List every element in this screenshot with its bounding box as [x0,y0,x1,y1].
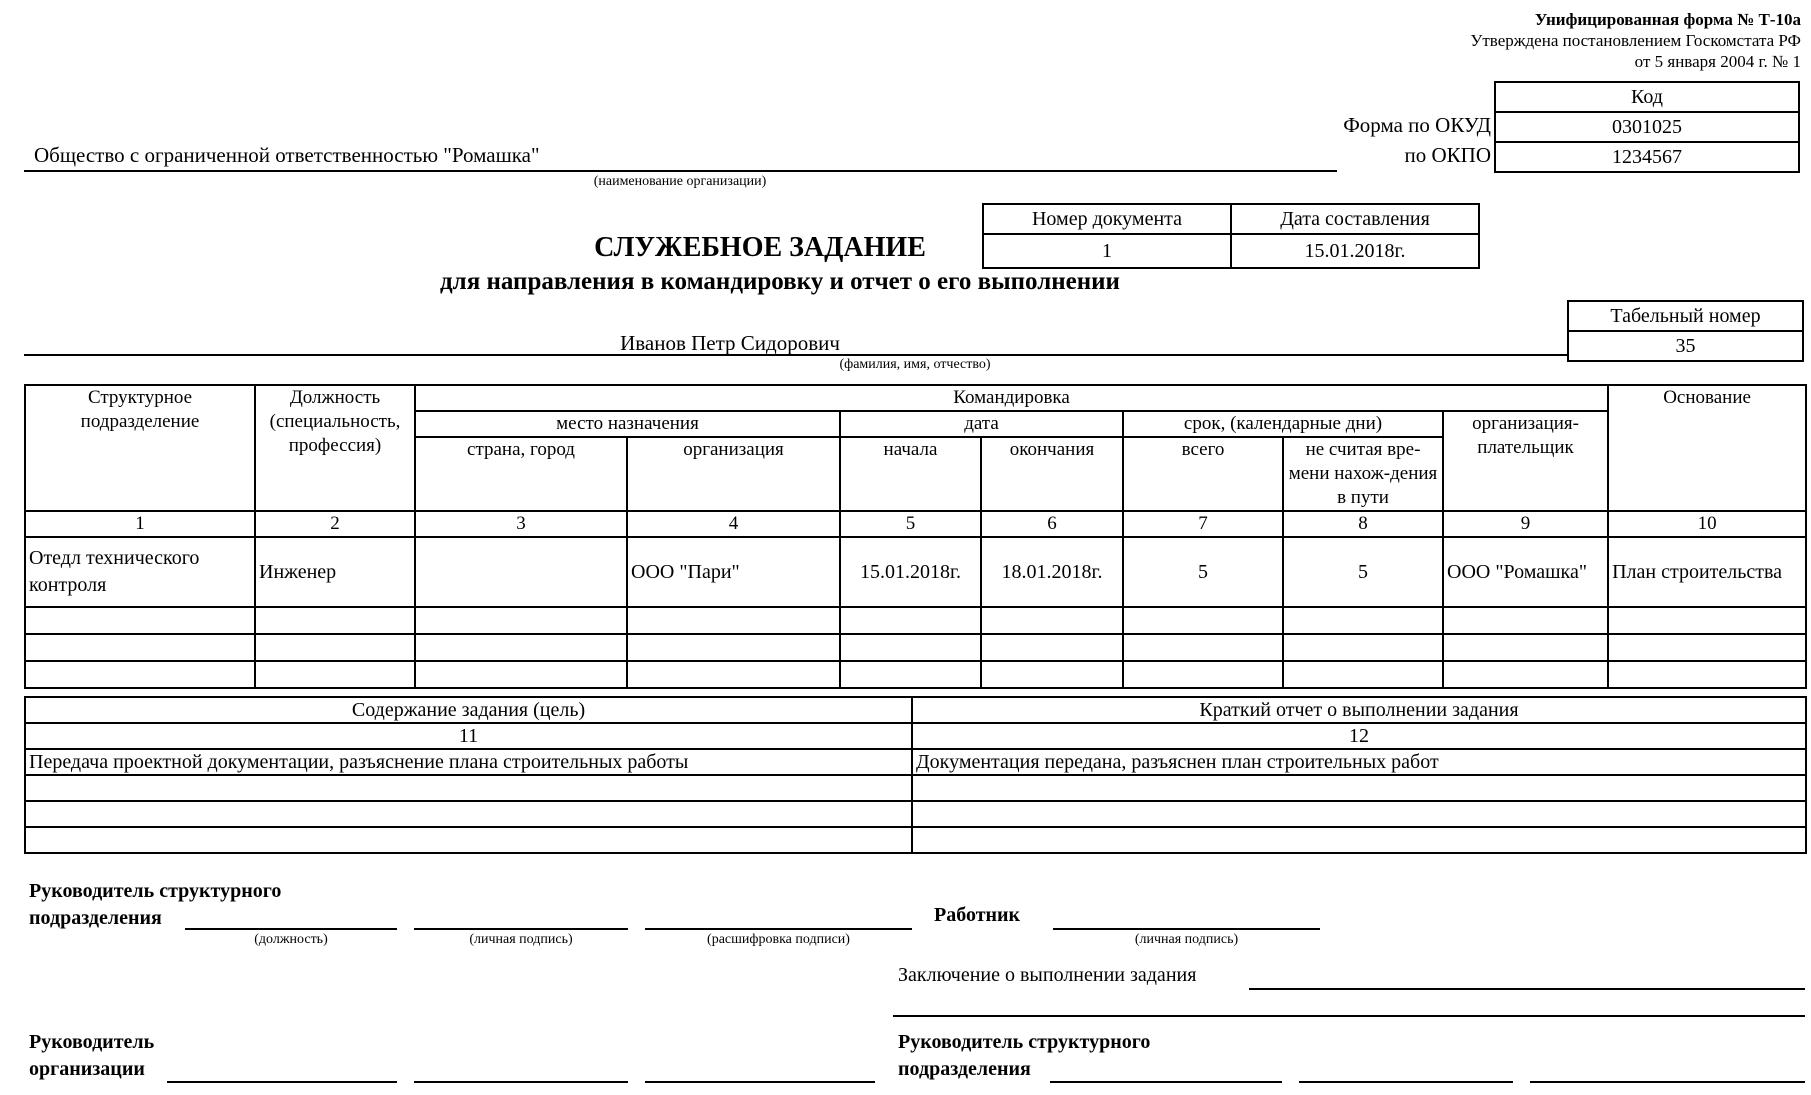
signature-line[interactable] [414,928,628,930]
table-row [25,827,1806,853]
okpo-value: 1234567 [1495,142,1799,172]
doc-date-value: 15.01.2018г. [1231,234,1479,268]
decode-line[interactable] [645,928,912,930]
table-row [25,537,1806,607]
head-org-line-1: Руководитель [29,1031,155,1053]
head-unit2-position-line[interactable] [1050,1081,1282,1083]
approved-line-1: Утверждена постановлением Госкомстата РФ [1470,31,1801,50]
col-number: 7 [1123,511,1283,537]
cell-excl: 5 [1283,537,1443,607]
table-row [25,607,1806,634]
h-term: срок, (календарные дни) [1123,411,1443,437]
doc-number-value: 1 [983,234,1231,268]
h-org: организация [627,437,840,511]
h-start: начала [840,437,981,511]
h-position: Должность (специальность, профессия) [255,385,415,511]
page-subtitle: для направления в командировку и отчет о его выполнении [440,268,1120,295]
tab-number-box [1567,300,1804,362]
cell-position: Инженер [255,537,415,607]
form-name: Унифицированная форма № Т-10а [1534,10,1801,29]
table-row [25,634,1806,661]
col-number: 10 [1608,511,1806,537]
cell-end: 18.01.2018г. [981,537,1123,607]
head-unit-label [29,878,281,932]
page-title: СЛУЖЕБНОЕ ЗАДАНИЕ [594,232,926,263]
col-number: 9 [1443,511,1608,537]
cap-position: (должность) [254,932,328,947]
head-unit2-label [898,1029,1150,1083]
employee-caption: (фамилия, имя, отчество) [839,357,991,372]
worker-signature-line[interactable] [1053,928,1320,930]
cap-signature: (личная подпись) [469,932,573,947]
organization-name: Общество с ограниченной ответственностью "Ромашка" [34,143,540,167]
table-row [25,775,1806,801]
cap-decode: (расшифровка подписи) [707,932,850,947]
col-number: 2 [255,511,415,537]
task-content: Передача проектной документации, разъяснение плана строительных работы [25,749,912,775]
trip-table [24,384,1807,689]
conclusion-label: Заключение о выполнении задания [898,964,1197,986]
okud-label: Форма по ОКУД [1343,113,1491,137]
cell-struct: Отедл технического контроля [25,537,255,607]
doc-date-label: Дата составления [1231,204,1479,234]
head-unit2-line-1: Руководитель структурного [898,1031,1151,1053]
table-row [25,801,1806,827]
document-box [982,203,1480,269]
col-number: 5 [840,511,981,537]
h-date: дата [840,411,1123,437]
code-box [1494,81,1800,173]
head-unit2-line-2: подразделения [898,1058,1031,1080]
col-number: 8 [1283,511,1443,537]
worker-label: Работник [934,904,1021,926]
h-total: всего [1123,437,1283,511]
head-org-line-2: организации [29,1058,145,1080]
head-org-label [29,1029,154,1083]
okpo-label: по ОКПО [1404,143,1491,167]
head-unit2-signature-line[interactable] [1299,1081,1513,1083]
head-org-decode-line[interactable] [645,1081,875,1083]
approved-line-2: от 5 января 2004 г. № 1 [1634,52,1801,71]
cell-basis: План строительства [1608,537,1806,607]
col-number: 6 [981,511,1123,537]
h-place: место назначения [415,411,840,437]
conclusion-line-2[interactable] [893,1015,1805,1017]
cell-country [415,537,627,607]
h-payer: организация-плательщик [1443,411,1608,511]
head-org-signature-line[interactable] [414,1081,628,1083]
h-struct: Структурное подразделение [25,385,255,511]
cap-worker-signature: (личная подпись) [1134,932,1239,947]
employee-line [24,354,1567,356]
cell-payer: ООО "Ромашка" [1443,537,1608,607]
code-label: Код [1495,82,1799,112]
h-basis: Основание [1608,385,1806,511]
table-row [25,661,1806,688]
organization-line [24,170,1337,172]
cell-start: 15.01.2018г. [840,537,981,607]
col-number: 3 [415,511,627,537]
okud-value: 0301025 [1495,112,1799,142]
head-unit-line-2: подразделения [29,907,162,929]
h-trip: Командировка [415,385,1608,411]
h-country: страна, город [415,437,627,511]
cell-org: ООО "Пари" [627,537,840,607]
h-report: Краткий отчет о выполнении задания [912,697,1806,723]
col-number: 4 [627,511,840,537]
head-unit-line-1: Руководитель структурного [29,880,282,902]
head-org-position-line[interactable] [167,1081,397,1083]
col-number: 1 [25,511,255,537]
doc-number-label: Номер документа [983,204,1231,234]
n-content: 11 [25,723,912,749]
tab-number-value: 35 [1568,331,1803,361]
task-report: Документация передана, разъяснен план строительных работ [912,749,1806,775]
position-line[interactable] [185,928,397,930]
cell-total: 5 [1123,537,1283,607]
head-unit2-decode-line[interactable] [1530,1081,1805,1083]
employee-name: Иванов Петр Сидорович [620,331,840,355]
task-table [24,696,1807,854]
organization-caption: (наименование организации) [593,174,767,189]
conclusion-line[interactable] [1249,988,1805,990]
table-row [25,749,1806,775]
h-content: Содержание задания (цель) [25,697,912,723]
n-report: 12 [912,723,1806,749]
h-end: окончания [981,437,1123,511]
tab-number-label: Табельный номер [1568,301,1803,331]
h-excl: не считая вре-мени нахож-дения в пути [1283,437,1443,511]
